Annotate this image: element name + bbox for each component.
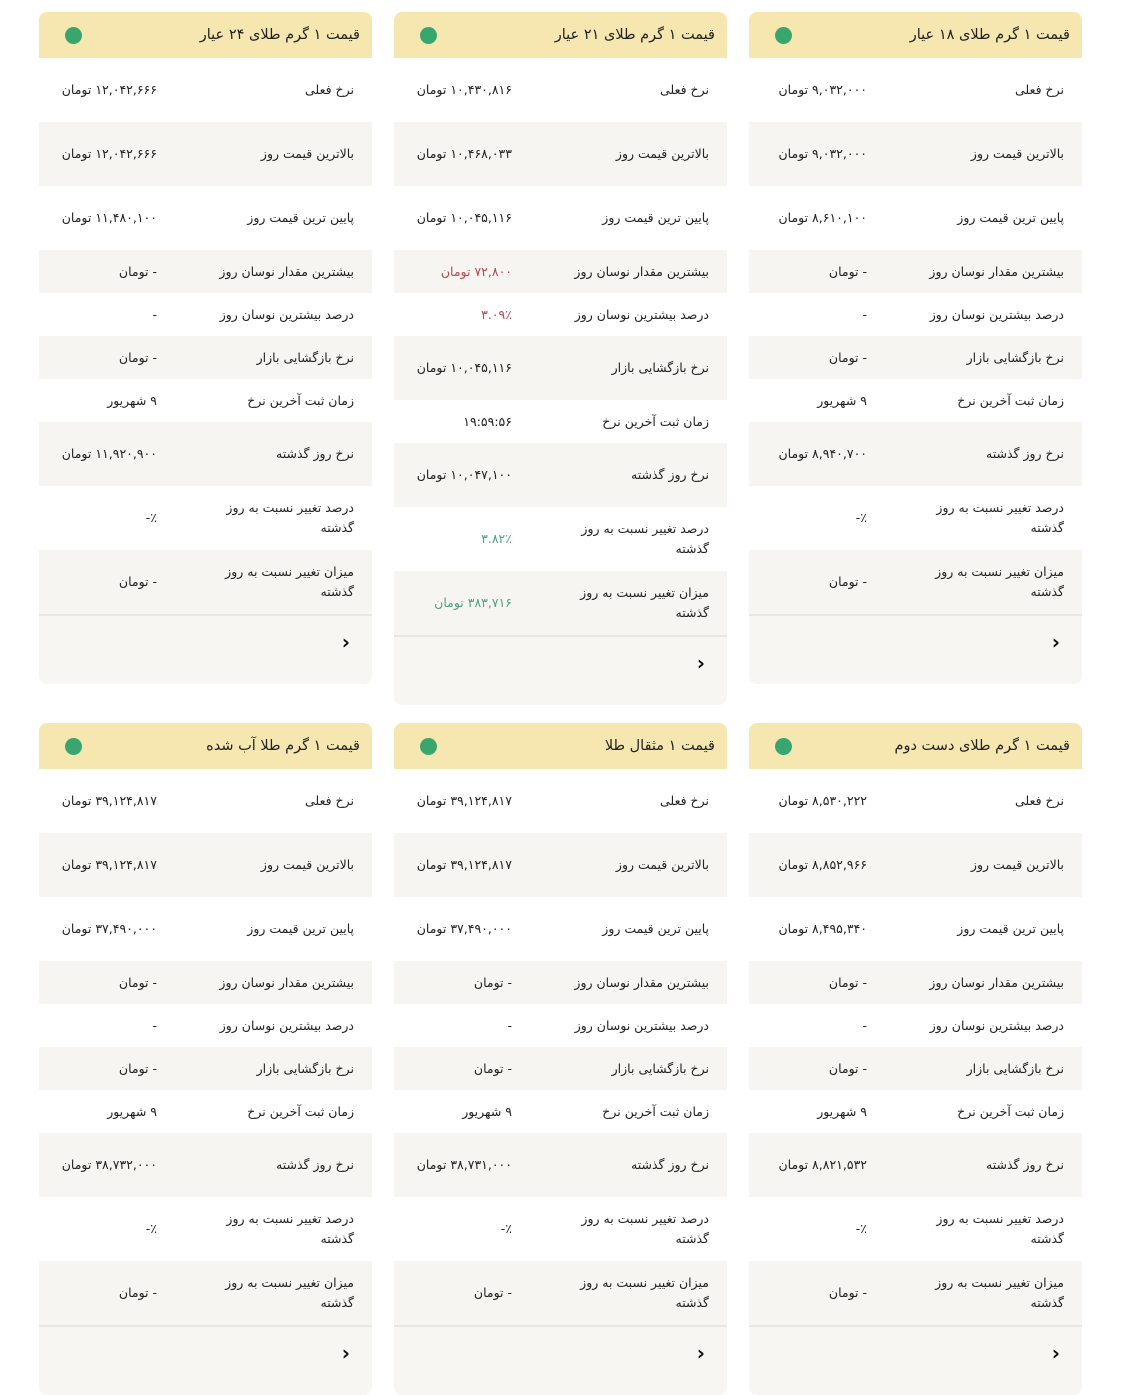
- chevron-left-icon[interactable]: ‹: [1051, 1341, 1060, 1365]
- row-label: بالاترین قیمت روز: [260, 857, 354, 872]
- price-row: [394, 58, 727, 122]
- price-row: [39, 961, 372, 1004]
- price-row: [394, 571, 727, 635]
- row-label: نرخ روز گذشته: [631, 1157, 709, 1172]
- row-value: - تومان: [118, 574, 157, 589]
- status-dot-icon: [65, 738, 82, 755]
- row-label: میزان تغییر نسبت به روز گذشته: [935, 1275, 1064, 1310]
- row-value: ۸,۹۴۰,۷۰۰ تومان: [778, 446, 867, 461]
- row-label: میزان تغییر نسبت به روز گذشته: [580, 1275, 709, 1310]
- price-row: [39, 1197, 372, 1261]
- card-footer: [394, 1325, 727, 1395]
- price-row: [749, 1197, 1082, 1261]
- price-row: [394, 961, 727, 1004]
- row-label: درصد تغییر نسبت به روز گذشته: [581, 1211, 709, 1246]
- price-row: [39, 293, 372, 336]
- price-row: [39, 897, 372, 961]
- row-label: نرخ بازگشایی بازار: [966, 349, 1064, 365]
- status-dot-icon: [65, 27, 82, 44]
- row-value: - تومان: [118, 349, 157, 365]
- price-row: [394, 186, 727, 250]
- row-value: ۸,۶۱۰,۱۰۰ تومان: [778, 210, 867, 225]
- row-value: - تومان: [828, 263, 867, 279]
- row-label: زمان ثبت آخرین نرخ: [602, 413, 709, 429]
- row-value: ٪-: [855, 1221, 867, 1236]
- row-value: - تومان: [118, 974, 157, 990]
- price-row: [39, 186, 372, 250]
- row-label: پایین ترین قیمت روز: [247, 921, 354, 936]
- row-value: - تومان: [828, 1285, 867, 1300]
- price-row: [749, 1090, 1082, 1133]
- row-value: - تومان: [473, 1060, 512, 1076]
- row-label: نرخ بازگشایی بازار: [611, 1060, 709, 1076]
- card-header: [39, 723, 372, 769]
- price-row: [749, 1047, 1082, 1090]
- row-value: ۳۷,۴۹۰,۰۰۰ تومان: [416, 921, 512, 936]
- row-value: ۷۲,۸۰۰ تومان: [440, 263, 512, 279]
- row-value: - تومان: [118, 263, 157, 279]
- row-value: ۹,۰۳۲,۰۰۰ تومان: [778, 82, 867, 97]
- row-label: نرخ روز گذشته: [986, 446, 1064, 461]
- price-row: [749, 336, 1082, 379]
- row-value: ۹ شهریور: [817, 392, 867, 408]
- row-value: ۳۹,۱۲۴,۸۱۷ تومان: [61, 857, 157, 872]
- row-label: زمان ثبت آخرین نرخ: [247, 1103, 354, 1119]
- row-label: نرخ روز گذشته: [276, 1157, 354, 1172]
- row-label: زمان ثبت آخرین نرخ: [602, 1103, 709, 1119]
- row-value: ۸,۴۹۵,۳۴۰ تومان: [778, 921, 867, 936]
- row-value: - تومان: [118, 1060, 157, 1076]
- row-label: درصد تغییر نسبت به روز گذشته: [226, 500, 354, 535]
- row-value: ۳۸,۷۳۲,۰۰۰ تومان: [61, 1157, 157, 1172]
- price-row: [749, 961, 1082, 1004]
- row-label: زمان ثبت آخرین نرخ: [247, 392, 354, 408]
- price-row: [39, 336, 372, 379]
- row-label: درصد بیشترین نوسان روز: [219, 306, 354, 322]
- price-card: [749, 12, 1082, 684]
- price-row: [39, 379, 372, 422]
- price-row: [749, 897, 1082, 961]
- row-value: ۱۰,۰۴۷,۱۰۰ تومان: [416, 467, 512, 482]
- price-row: [39, 1004, 372, 1047]
- price-card: [39, 12, 372, 684]
- status-dot-icon: [420, 27, 437, 44]
- price-row: [394, 1133, 727, 1197]
- price-row: [394, 1197, 727, 1261]
- row-value: ۳.۸۲٪: [481, 531, 512, 546]
- row-label: درصد تغییر نسبت به روز گذشته: [936, 1211, 1064, 1246]
- card-footer: [39, 614, 372, 684]
- row-value: ۸,۸۲۱,۵۳۲ تومان: [778, 1157, 867, 1172]
- card-title: قیمت ۱ گرم طلای ۱۸ عیار: [909, 27, 1070, 43]
- price-row: [39, 486, 372, 550]
- row-value: ۱۲,۰۴۲,۶۶۶ تومان: [61, 146, 157, 161]
- row-label: پایین ترین قیمت روز: [602, 921, 709, 936]
- price-row: [394, 1047, 727, 1090]
- row-value: ۳.۰۹٪: [481, 306, 512, 322]
- price-row: [394, 833, 727, 897]
- row-value: - تومان: [473, 1285, 512, 1300]
- row-value: ٪-: [145, 1221, 157, 1236]
- card-header: [394, 723, 727, 769]
- row-value: -: [862, 1017, 867, 1033]
- chevron-left-icon[interactable]: ‹: [1051, 630, 1060, 654]
- price-row: [749, 379, 1082, 422]
- price-card: [394, 723, 727, 1395]
- chevron-left-icon[interactable]: ‹: [341, 1341, 350, 1365]
- row-label: میزان تغییر نسبت به روز گذشته: [580, 585, 709, 620]
- row-value: ٪-: [500, 1221, 512, 1236]
- price-row: [394, 293, 727, 336]
- card-header: [749, 12, 1082, 58]
- price-row: [749, 550, 1082, 614]
- row-label: نرخ روز گذشته: [631, 467, 709, 482]
- row-label: نرخ فعلی: [660, 793, 709, 808]
- row-label: درصد تغییر نسبت به روز گذشته: [226, 1211, 354, 1246]
- price-row: [39, 422, 372, 486]
- row-value: ۹ شهریور: [462, 1103, 512, 1119]
- chevron-left-icon[interactable]: ‹: [341, 630, 350, 654]
- row-label: نرخ فعلی: [1015, 793, 1064, 808]
- price-row: [39, 769, 372, 833]
- row-label: پایین ترین قیمت روز: [957, 210, 1064, 225]
- card-title: قیمت ۱ گرم طلای ۲۱ عیار: [554, 27, 715, 43]
- price-row: [749, 186, 1082, 250]
- row-label: زمان ثبت آخرین نرخ: [957, 1103, 1064, 1119]
- price-row: [749, 122, 1082, 186]
- row-label: درصد بیشترین نوسان روز: [929, 1017, 1064, 1033]
- price-row: [394, 897, 727, 961]
- price-row: [749, 1133, 1082, 1197]
- row-label: نرخ روز گذشته: [276, 446, 354, 461]
- card-header: [394, 12, 727, 58]
- row-label: نرخ بازگشایی بازار: [256, 1060, 354, 1076]
- row-value: ۳۹,۱۲۴,۸۱۷ تومان: [61, 793, 157, 808]
- row-value: ۱۰,۰۴۵,۱۱۶ تومان: [416, 210, 512, 225]
- row-value: ٪-: [855, 510, 867, 525]
- price-row: [39, 833, 372, 897]
- price-row: [394, 400, 727, 443]
- status-dot-icon: [775, 27, 792, 44]
- row-value: - تومان: [118, 1285, 157, 1300]
- price-row: [749, 422, 1082, 486]
- row-label: بالاترین قیمت روز: [970, 146, 1064, 161]
- price-row: [39, 58, 372, 122]
- price-row: [749, 769, 1082, 833]
- row-label: بیشترین مقدار نوسان روز: [219, 974, 354, 990]
- price-row: [394, 443, 727, 507]
- row-value: - تومان: [473, 974, 512, 990]
- price-row: [394, 1004, 727, 1047]
- row-value: ۹ شهریور: [107, 1103, 157, 1119]
- row-value: - تومان: [828, 974, 867, 990]
- row-value: ٪-: [145, 510, 157, 525]
- card-footer: [394, 635, 727, 705]
- row-label: نرخ فعلی: [1015, 82, 1064, 97]
- price-card: [749, 723, 1082, 1395]
- row-value: ۳۹,۱۲۴,۸۱۷ تومان: [416, 857, 512, 872]
- row-value: -: [152, 306, 157, 322]
- price-row: [394, 250, 727, 293]
- price-row: [394, 336, 727, 400]
- price-row: [749, 1004, 1082, 1047]
- price-row: [394, 1261, 727, 1325]
- row-value: -: [152, 1017, 157, 1033]
- row-value: ۳۸۳,۷۱۶ تومان: [434, 595, 512, 610]
- row-label: میزان تغییر نسبت به روز گذشته: [935, 564, 1064, 599]
- row-label: میزان تغییر نسبت به روز گذشته: [225, 1275, 354, 1310]
- row-label: بیشترین مقدار نوسان روز: [219, 263, 354, 279]
- price-row: [749, 58, 1082, 122]
- price-card: [394, 12, 727, 705]
- card-header: [749, 723, 1082, 769]
- row-value: ۳۹,۱۲۴,۸۱۷ تومان: [416, 793, 512, 808]
- row-label: بیشترین مقدار نوسان روز: [574, 263, 709, 279]
- row-value: ۳۸,۷۳۱,۰۰۰ تومان: [416, 1157, 512, 1172]
- row-value: - تومان: [828, 349, 867, 365]
- row-value: ۱۰,۴۳۰,۸۱۶ تومان: [416, 82, 512, 97]
- row-value: ۹ شهریور: [107, 392, 157, 408]
- card-footer: [749, 1325, 1082, 1395]
- price-row: [749, 486, 1082, 550]
- row-value: - تومان: [828, 574, 867, 589]
- row-value: ۱۲,۰۴۲,۶۶۶ تومان: [61, 82, 157, 97]
- card-footer: [749, 614, 1082, 684]
- row-value: ۱۰,۰۴۵,۱۱۶ تومان: [416, 360, 512, 375]
- row-value: -: [862, 306, 867, 322]
- row-value: ۱۰,۴۶۸,۰۳۳ تومان: [416, 146, 512, 161]
- row-value: ۹ شهریور: [817, 1103, 867, 1119]
- price-row: [39, 1047, 372, 1090]
- row-label: میزان تغییر نسبت به روز گذشته: [225, 564, 354, 599]
- card-title: قیمت ۱ گرم طلای دست دوم: [894, 738, 1070, 754]
- price-row: [39, 1090, 372, 1133]
- row-label: نرخ فعلی: [305, 793, 354, 808]
- row-label: بیشترین مقدار نوسان روز: [574, 974, 709, 990]
- row-label: نرخ فعلی: [305, 82, 354, 97]
- row-label: درصد بیشترین نوسان روز: [574, 306, 709, 322]
- card-title: قیمت ۱ گرم طلای ۲۴ عیار: [199, 27, 360, 43]
- chevron-left-icon[interactable]: ‹: [696, 651, 705, 675]
- row-label: درصد تغییر نسبت به روز گذشته: [936, 500, 1064, 535]
- row-value: - تومان: [828, 1060, 867, 1076]
- price-card: [39, 723, 372, 1395]
- row-value: ۹,۰۳۲,۰۰۰ تومان: [778, 146, 867, 161]
- row-label: بیشترین مقدار نوسان روز: [929, 974, 1064, 990]
- row-label: بیشترین مقدار نوسان روز: [929, 263, 1064, 279]
- row-label: درصد بیشترین نوسان روز: [929, 306, 1064, 322]
- chevron-left-icon[interactable]: ‹: [696, 1341, 705, 1365]
- row-label: زمان ثبت آخرین نرخ: [957, 392, 1064, 408]
- row-label: درصد بیشترین نوسان روز: [219, 1017, 354, 1033]
- card-footer: [39, 1325, 372, 1395]
- row-value: ۳۷,۴۹۰,۰۰۰ تومان: [61, 921, 157, 936]
- price-row: [394, 1090, 727, 1133]
- row-value: ۸,۸۵۲,۹۶۶ تومان: [778, 857, 867, 872]
- row-label: بالاترین قیمت روز: [260, 146, 354, 161]
- row-label: نرخ فعلی: [660, 82, 709, 97]
- row-label: بالاترین قیمت روز: [615, 146, 709, 161]
- row-value: -: [507, 1017, 512, 1033]
- row-label: نرخ روز گذشته: [986, 1157, 1064, 1172]
- row-label: نرخ بازگشایی بازار: [966, 1060, 1064, 1076]
- row-label: درصد بیشترین نوسان روز: [574, 1017, 709, 1033]
- price-row: [394, 769, 727, 833]
- row-value: ۸,۵۳۰,۲۲۲ تومان: [778, 793, 867, 808]
- price-row: [749, 293, 1082, 336]
- price-row: [39, 122, 372, 186]
- status-dot-icon: [775, 738, 792, 755]
- price-row: [39, 1261, 372, 1325]
- price-row: [749, 833, 1082, 897]
- row-label: نرخ بازگشایی بازار: [256, 349, 354, 365]
- row-label: بالاترین قیمت روز: [615, 857, 709, 872]
- price-row: [394, 507, 727, 571]
- price-row: [749, 250, 1082, 293]
- status-dot-icon: [420, 738, 437, 755]
- row-label: نرخ بازگشایی بازار: [611, 360, 709, 375]
- card-title: قیمت ۱ مثقال طلا: [604, 738, 715, 754]
- row-value: ۱۱,۴۸۰,۱۰۰ تومان: [61, 210, 157, 225]
- row-value: ۱۹:۵۹:۵۶: [463, 413, 512, 429]
- row-label: بالاترین قیمت روز: [970, 857, 1064, 872]
- price-row: [394, 122, 727, 186]
- row-label: پایین ترین قیمت روز: [247, 210, 354, 225]
- row-label: پایین ترین قیمت روز: [602, 210, 709, 225]
- card-header: [39, 12, 372, 58]
- price-row: [749, 1261, 1082, 1325]
- gold-price-cards: [39, 12, 1082, 1395]
- row-label: پایین ترین قیمت روز: [957, 921, 1064, 936]
- price-row: [39, 1133, 372, 1197]
- card-title: قیمت ۱ گرم طلا آب شده: [206, 738, 360, 754]
- price-row: [39, 550, 372, 614]
- row-value: ۱۱,۹۲۰,۹۰۰ تومان: [61, 446, 157, 461]
- row-label: درصد تغییر نسبت به روز گذشته: [581, 521, 709, 556]
- price-row: [39, 250, 372, 293]
